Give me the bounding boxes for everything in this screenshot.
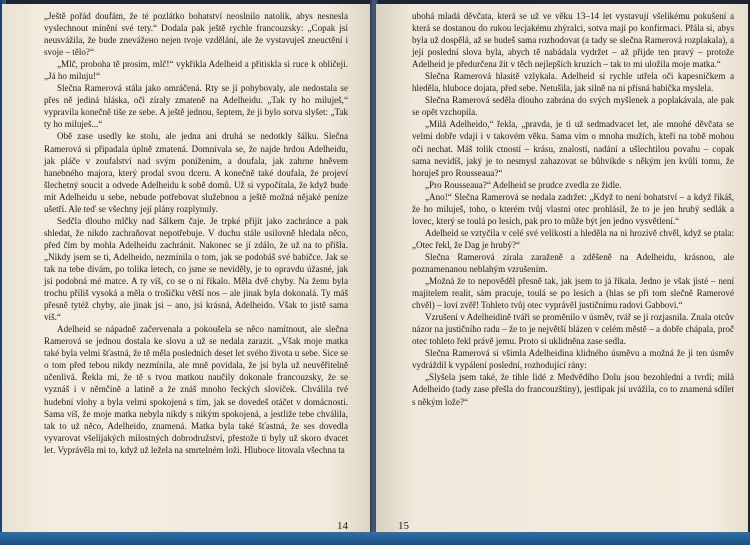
book-bottom-edge — [0, 532, 750, 545]
paragraph: „Slyšela jsem také, že tihle lidé z Medvědího Dolu jsou bezohlední a tvrdí; milá Adelheido (tady zase přešla do francouzštiny), jestlipak jsi uvážila, co to znamená sdílet s někým lože?“ — [412, 372, 734, 407]
paragraph: „Ještě pořád doufám, že té pozlátko bohatství neoslnilo natolik, abys nesnesla vyslechnout mínění své tety.“ Dodala pak ještě rychle francouzsky: „Copak jsi neusvážila, že bude znevážено nejen tvoje vzdělání, ale že vystavuješ zneuctění i svoje – tělo?“ — [44, 11, 348, 58]
paragraph: „Možná že to nepověděl přesně tak, jak jsem to já říkala. Jedno je však jisté – není majitelem realit, sám pracuje, toulá se po lesích a (hlas se při tom slečně Ramerové chvěl) – loví zvěř! Tohleto tvůj otec vyprávěl justičnímu radovi Gabbovi.“ — [412, 276, 734, 311]
paragraph: Sedčla dlouho mlčky nad šálkem čaje. Je trpké přijít jako zachránce a pak shledat, že nikdo zachraňovat nepotřebuje. V duchu stále usilovně hledala něco, před čím by mohla Adelheidu zachránit. Nakonec se jí zdálo, že už na to přišla. „Nikdy jsem se ti, Adelheido, nezmínila o tom, jak se podobáš své babičce. Jak se tak na tebe dívám, po tolika letech, co jsme se neviděly, je to opravdu úžasné, jak jsi podobná mé matce. A ty víš, co se o ní říkalo. Měla dvě chyby. Na ženu byla trochu příliš vysoká a měla o trošičku větší nos – ale jinak byla dokonalá. Ty máš přesně tytéž chyby, ale jinak jsi – ano, jsi krásná, Adelheido. Však to jistě sama víš.“ — [44, 215, 348, 323]
paragraph: Adelheid se vztyčila v celé své velikosti a hleděla na ni hrozivě chvěl, když se ptala: „Otec řekl, že Dag je hrubý?“ — [412, 227, 734, 250]
paragraph: „Milá Adelheido,“ řekla, „pravda, je ti už sedmadvacet let, ale mnohé děvčata se velmi dobře vdají i v takovém věku. Sama vím o mnoha mužích, kteří na tobě mohou oči nechat. Máš tolik ctností – krásu, znalosti, nadání a ušlechtilou povahu – copak sama nevidíš, jaký je to nesmysl zahazovat se bůhvíkde s někým jen kvůli tomu, že horuješ pro Rousseaua?“ — [412, 119, 734, 178]
paragraph: „Mlč, proboha tě prosím, mlč!“ vykřikla Adelheid a přitiskla si ruce k obličeji. „Já ho miluju!“ — [44, 59, 348, 82]
paragraph: ubohá mladá děvčata, která se už ve věku 13–14 let vystavují všelikému pokušení a která se dostanou do rukou lecjakému zhýralci, sotva mají po konfirmaci. Přála si, abys byla už dospělá, až se budeš sama rozhodovat (a tady se slečna Ramerová rozplakala), a její poslední slova byla, abych tě nabádala vydržet – až přijde ten pravý – protože Adelheid je předurčena žít v těch nejlepších kruzích – tak to mi uložila moje matka.“ — [412, 11, 734, 70]
paragraph: Vzrušení v Adelheidině tváři se proměnilo v úsměv, tvář se jí rozjasnila. Znala otcův názor na justičního radu – že to je největší blázen v celém městě – a dobře chápala, proč otec tohleto řekl právě jemu. Proto si uklidněna zase sedla. — [412, 312, 734, 347]
paragraph: „Ano!“ Slečna Ramerová se nedala zadržet: „Když to není bohatství – a když říkáš, že ho miluješ, toho, o kterém tvůj vlastní otec prohlásil, že to je jen hrubý sedlák a lovec, který se toulá po lesích, pak pro to může být jen jedno vysvětlení.“ — [412, 191, 734, 226]
page-number-left: 14 — [337, 520, 348, 532]
page-number-right: 15 — [398, 520, 409, 532]
paragraph: „Pro Rousseaua?“ Adelheid se prudce zvedla ze židle. — [425, 179, 622, 190]
left-page — [2, 4, 372, 532]
paragraph: Slečna Ramerová stála jako omráčená. Rty se jí pohybovaly, ale nedostala se přes ně jediná hláska, oči zíraly zmateně na Adelheidu. „Tak ty ho miluješ,“ vypravila konečně tiše ze sebe. A ještě jednou, šeptem, že ji bylo sotva slyšet: „Tak ty ho miluješ...“ — [44, 83, 348, 130]
paragraph: Slečna Ramerová si všimla Adelheidina klidného úsměvu a možná že ji ten úsměv vydráždil k vypálení poslední, rozhodující rány: — [412, 348, 734, 371]
paragraph: Obě zase usedly ke stolu, ale jedna ani druhá se nedotkly šálku. Slečna Ramerová si připadala úplně zmatená. Domnívala se, že najde hrdou Adelheidu, jak pláče v zoufalství nad svým ponížením, a doufala, jak zahrne hněvem hanebného majora, který prodal svou dceru. A konečně také doufala, že projeví šlechetný soucit a odvede Adelheidu k sobě domů. Už si vypočítala, že když bude mít Adelheidu u sebe, nebude potřebovat služebnou a ještě možná nějaké peníze ušetří. Ale teď se všechny její plány rozplynuly. — [44, 131, 348, 214]
right-page — [376, 4, 748, 532]
paragraph: Slečna Ramerová zírala zaraženě a zděšeně na Adelheidu, krásnou, ale poznamenanou neblahým vzrušením. — [412, 251, 734, 274]
paragraph: Slečna Ramerová seděla dlouho zabrána do svých myšlenek a poplakávala, ale pak se opět vzchopila. — [412, 95, 734, 118]
paragraph: Adelheid se nápadně začervenala a pokoušela se něco namítnout, ale slečna Ramerová se jednou dostala ke slovu a už se nedala zarazit. „Však moje matka také byla velmi šťastná, že tě měla posledních deset let svého života u sebe. Sice se o tom před tebou nikdy nezmínila, ale mně povídala, že jsi byla už neuvěřitelně učenlivá. Řekla mi, že tě s tvou matkou naučily dokonale francouzsky, že se vyznáš i v němčině a latině a že znáš mnoho řeckých slovíček. Chválila tvé hudební vlohy a byla velmi spokojená s tím, jak se dovedeš otáčet v domácnosti. Sama víš, že moje matka nebyla nikdy s nikým spokojená, a jestliže tebe chválila, tak to už něco, Adelheido, znamená. Matka byla také šťastná, že ses dovedla vyvarovat všelijakých milostných dobrodružství, přestože ti byly už skoro dvacet let. Vyprávěla mi to, když už ležela na smrtelném loži. Hluboce litovala všechna ta — [44, 324, 348, 455]
paragraph: Slečna Ramerová hlasitě vzlykala. Adelheid si rychle utřela oči kapesníčkem a hleděla, hluboce dojata, před sebe. Netušila, jak silně na ni přísná babička myslela. — [412, 71, 734, 94]
